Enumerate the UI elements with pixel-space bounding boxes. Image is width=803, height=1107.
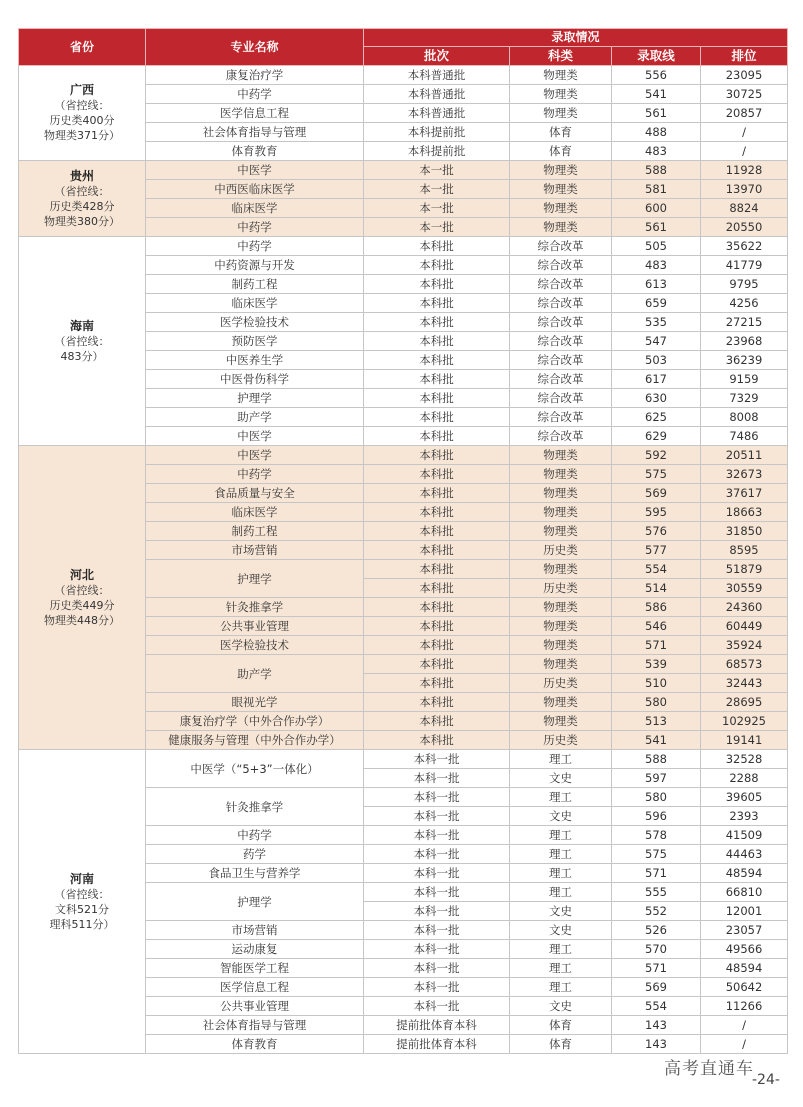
province-cell [19, 161, 146, 237]
major-cell: 体育教育 [146, 142, 364, 161]
major-cell: 护理学 [146, 883, 364, 921]
rank-cell: 4256 [701, 294, 788, 313]
rank-cell: 23057 [701, 921, 788, 940]
score-cell: 546 [612, 617, 701, 636]
table-row [19, 161, 788, 180]
major-cell: 助产学 [146, 408, 364, 427]
score-cell: 630 [612, 389, 701, 408]
batch-cell: 本科批 [364, 465, 510, 484]
rank-cell: 60449 [701, 617, 788, 636]
batch-cell: 本科一批 [364, 921, 510, 940]
batch-cell: 本科批 [364, 256, 510, 275]
batch-cell: 本一批 [364, 199, 510, 218]
major-cell: 健康服务与管理（中外合作办学） [146, 731, 364, 750]
header-major: 专业名称 [146, 29, 364, 66]
rank-cell: 102925 [701, 712, 788, 731]
score-cell: 561 [612, 218, 701, 237]
province-control-line: 理科511分） [49, 917, 115, 931]
major-cell: 中医养生学 [146, 351, 364, 370]
score-cell: 514 [612, 579, 701, 598]
category-cell: 体育 [510, 1016, 612, 1035]
category-cell: 物理类 [510, 66, 612, 85]
province-cell [19, 66, 146, 161]
batch-cell: 本一批 [364, 161, 510, 180]
batch-cell: 本科批 [364, 693, 510, 712]
score-cell: 659 [612, 294, 701, 313]
category-cell: 物理类 [510, 484, 612, 503]
batch-cell: 本科批 [364, 655, 510, 674]
category-cell: 理工 [510, 826, 612, 845]
province-control-line: 483分） [60, 349, 104, 363]
score-cell: 488 [612, 123, 701, 142]
category-cell: 历史类 [510, 541, 612, 560]
header-rank: 排位 [701, 47, 788, 66]
score-cell: 586 [612, 598, 701, 617]
major-cell: 中药学 [146, 218, 364, 237]
score-cell: 510 [612, 674, 701, 693]
batch-cell: 本一批 [364, 180, 510, 199]
major-cell: 康复治疗学（中外合作办学） [146, 712, 364, 731]
major-cell: 中医骨伤科学 [146, 370, 364, 389]
score-cell: 580 [612, 693, 701, 712]
major-cell: 针灸推拿学 [146, 788, 364, 826]
batch-cell: 本科批 [364, 674, 510, 693]
batch-cell: 本科批 [364, 275, 510, 294]
category-cell: 综合改革 [510, 237, 612, 256]
rank-cell: 12001 [701, 902, 788, 921]
score-cell: 588 [612, 750, 701, 769]
province-control-line: （省控线： [54, 583, 110, 597]
category-cell: 物理类 [510, 522, 612, 541]
category-cell: 物理类 [510, 712, 612, 731]
major-cell: 智能医学工程 [146, 959, 364, 978]
province-name: 河南 [69, 871, 94, 886]
category-cell: 文史 [510, 997, 612, 1016]
batch-cell: 本科一批 [364, 750, 510, 769]
batch-cell: 本科批 [364, 446, 510, 465]
category-cell: 物理类 [510, 180, 612, 199]
brand-watermark: 高考直通车 [664, 1059, 754, 1079]
score-cell: 552 [612, 902, 701, 921]
rank-cell: 39605 [701, 788, 788, 807]
province-control-line: （省控线： [54, 887, 110, 901]
rank-cell: 2393 [701, 807, 788, 826]
batch-cell: 本科一批 [364, 997, 510, 1016]
batch-cell: 本科批 [364, 503, 510, 522]
major-cell: 临床医学 [146, 503, 364, 522]
major-cell: 针灸推拿学 [146, 598, 364, 617]
score-cell: 143 [612, 1035, 701, 1054]
major-cell: 食品质量与安全 [146, 484, 364, 503]
rank-cell: 41779 [701, 256, 788, 275]
score-cell: 600 [612, 199, 701, 218]
rank-cell: 31850 [701, 522, 788, 541]
score-cell: 547 [612, 332, 701, 351]
rank-cell: 27215 [701, 313, 788, 332]
rank-cell: 51879 [701, 560, 788, 579]
category-cell: 综合改革 [510, 256, 612, 275]
score-cell: 629 [612, 427, 701, 446]
category-cell: 理工 [510, 788, 612, 807]
rank-cell: 9795 [701, 275, 788, 294]
score-cell: 483 [612, 142, 701, 161]
table-row [19, 750, 788, 769]
rank-cell: 32528 [701, 750, 788, 769]
category-cell: 综合改革 [510, 427, 612, 446]
category-cell: 体育 [510, 1035, 612, 1054]
province-name: 河北 [69, 567, 94, 582]
score-cell: 597 [612, 769, 701, 788]
score-cell: 570 [612, 940, 701, 959]
province-control-line: 物理类380分） [44, 214, 120, 228]
rank-cell: 20857 [701, 104, 788, 123]
major-cell: 中医学 [146, 161, 364, 180]
score-cell: 554 [612, 560, 701, 579]
rank-cell: 11928 [701, 161, 788, 180]
category-cell: 文史 [510, 902, 612, 921]
rank-cell: 8008 [701, 408, 788, 427]
score-cell: 535 [612, 313, 701, 332]
score-cell: 526 [612, 921, 701, 940]
score-cell: 143 [612, 1016, 701, 1035]
category-cell: 物理类 [510, 560, 612, 579]
score-cell: 541 [612, 731, 701, 750]
province-control-line: 文科521分 [55, 902, 109, 916]
category-cell: 综合改革 [510, 370, 612, 389]
rank-cell: 20511 [701, 446, 788, 465]
batch-cell: 本科普通批 [364, 66, 510, 85]
rank-cell: 20550 [701, 218, 788, 237]
province-control-line: （省控线： [54, 184, 110, 198]
batch-cell: 本科批 [364, 351, 510, 370]
batch-cell: 本科一批 [364, 826, 510, 845]
category-cell: 物理类 [510, 104, 612, 123]
score-cell: 571 [612, 636, 701, 655]
batch-cell: 提前批体育本科 [364, 1016, 510, 1035]
category-cell: 理工 [510, 978, 612, 997]
major-cell: 助产学 [146, 655, 364, 693]
category-cell: 历史类 [510, 579, 612, 598]
score-cell: 625 [612, 408, 701, 427]
major-cell: 中药学 [146, 465, 364, 484]
batch-cell: 本科批 [364, 541, 510, 560]
major-cell: 医学检验技术 [146, 313, 364, 332]
province-control-line: 历史类428分 [49, 199, 115, 213]
batch-cell: 本科一批 [364, 845, 510, 864]
category-cell: 物理类 [510, 161, 612, 180]
batch-cell: 本科批 [364, 731, 510, 750]
rank-cell: 50642 [701, 978, 788, 997]
category-cell: 物理类 [510, 598, 612, 617]
major-cell: 社会体育指导与管理 [146, 123, 364, 142]
category-cell: 物理类 [510, 503, 612, 522]
province-control-line: （省控线： [54, 334, 110, 348]
batch-cell: 本科普通批 [364, 85, 510, 104]
province-cell [19, 750, 146, 1054]
score-cell: 577 [612, 541, 701, 560]
batch-cell: 本科批 [364, 522, 510, 541]
category-cell: 理工 [510, 959, 612, 978]
major-cell: 医学信息工程 [146, 104, 364, 123]
rank-cell: 35924 [701, 636, 788, 655]
category-cell: 综合改革 [510, 351, 612, 370]
category-cell: 理工 [510, 883, 612, 902]
score-cell: 555 [612, 883, 701, 902]
rank-cell: / [701, 1035, 788, 1054]
category-cell: 物理类 [510, 465, 612, 484]
rank-cell: 30559 [701, 579, 788, 598]
major-cell: 制药工程 [146, 275, 364, 294]
major-cell: 社会体育指导与管理 [146, 1016, 364, 1035]
rank-cell: 49566 [701, 940, 788, 959]
batch-cell: 本科一批 [364, 902, 510, 921]
category-cell: 理工 [510, 940, 612, 959]
major-cell: 预防医学 [146, 332, 364, 351]
category-cell: 综合改革 [510, 389, 612, 408]
major-cell: 体育教育 [146, 1035, 364, 1054]
batch-cell: 本科批 [364, 427, 510, 446]
category-cell: 文史 [510, 807, 612, 826]
admission-table [18, 28, 788, 1054]
major-cell: 中医学 [146, 446, 364, 465]
major-cell: 眼视光学 [146, 693, 364, 712]
score-cell: 596 [612, 807, 701, 826]
category-cell: 综合改革 [510, 313, 612, 332]
category-cell: 体育 [510, 142, 612, 161]
major-cell: 中药学 [146, 826, 364, 845]
category-cell: 历史类 [510, 731, 612, 750]
rank-cell: 7486 [701, 427, 788, 446]
major-cell: 医学信息工程 [146, 978, 364, 997]
province-name: 贵州 [69, 168, 94, 183]
rank-cell: 32673 [701, 465, 788, 484]
score-cell: 539 [612, 655, 701, 674]
major-cell: 中医学（“5+3”一体化） [146, 750, 364, 788]
batch-cell: 本科批 [364, 389, 510, 408]
score-cell: 561 [612, 104, 701, 123]
category-cell: 物理类 [510, 199, 612, 218]
rank-cell: 44463 [701, 845, 788, 864]
category-cell: 物理类 [510, 218, 612, 237]
province-name: 广西 [69, 83, 94, 97]
batch-cell: 本科批 [364, 294, 510, 313]
category-cell: 物理类 [510, 446, 612, 465]
batch-cell: 本科批 [364, 598, 510, 617]
batch-cell: 本科批 [364, 370, 510, 389]
score-cell: 575 [612, 845, 701, 864]
category-cell: 物理类 [510, 655, 612, 674]
category-cell: 综合改革 [510, 408, 612, 427]
score-cell: 617 [612, 370, 701, 389]
score-cell: 578 [612, 826, 701, 845]
major-cell: 临床医学 [146, 294, 364, 313]
category-cell: 历史类 [510, 674, 612, 693]
batch-cell: 本科批 [364, 313, 510, 332]
province-cell [19, 237, 146, 446]
major-cell: 中药学 [146, 85, 364, 104]
major-cell: 市场营销 [146, 541, 364, 560]
score-cell: 575 [612, 465, 701, 484]
province-control-line: （省控线： [54, 99, 110, 112]
header-province: 省份 [19, 29, 146, 66]
rank-cell: 8824 [701, 199, 788, 218]
rank-cell: 48594 [701, 864, 788, 883]
major-cell: 护理学 [146, 389, 364, 408]
major-cell: 临床医学 [146, 199, 364, 218]
batch-cell: 本科一批 [364, 940, 510, 959]
score-cell: 569 [612, 484, 701, 503]
rank-cell: 36239 [701, 351, 788, 370]
batch-cell: 本科批 [364, 636, 510, 655]
batch-cell: 本科提前批 [364, 142, 510, 161]
batch-cell: 本科一批 [364, 864, 510, 883]
category-cell: 综合改革 [510, 275, 612, 294]
province-control-line: 物理类448分） [44, 613, 120, 627]
batch-cell: 本科批 [364, 332, 510, 351]
major-cell: 中医学 [146, 427, 364, 446]
rank-cell: 28695 [701, 693, 788, 712]
major-cell: 公共事业管理 [146, 617, 364, 636]
rank-cell: 19141 [701, 731, 788, 750]
rank-cell: 13970 [701, 180, 788, 199]
batch-cell: 本科提前批 [364, 123, 510, 142]
rank-cell: 32443 [701, 674, 788, 693]
batch-cell: 本科批 [364, 408, 510, 427]
category-cell: 理工 [510, 750, 612, 769]
header-score: 录取线 [612, 47, 701, 66]
score-cell: 541 [612, 85, 701, 104]
category-cell: 理工 [510, 864, 612, 883]
score-cell: 581 [612, 180, 701, 199]
category-cell: 体育 [510, 123, 612, 142]
province-control-line: 历史类400分 [49, 114, 115, 127]
major-cell: 公共事业管理 [146, 997, 364, 1016]
batch-cell: 本科批 [364, 617, 510, 636]
rank-cell: 11266 [701, 997, 788, 1016]
rank-cell: 68573 [701, 655, 788, 674]
score-cell: 483 [612, 256, 701, 275]
table-header [19, 29, 788, 66]
header-category: 科类 [510, 47, 612, 66]
major-cell: 食品卫生与营养学 [146, 864, 364, 883]
category-cell: 物理类 [510, 617, 612, 636]
batch-cell: 本科一批 [364, 959, 510, 978]
category-cell: 文史 [510, 921, 612, 940]
batch-cell: 本科批 [364, 560, 510, 579]
batch-cell: 本科批 [364, 237, 510, 256]
major-cell: 中西医临床医学 [146, 180, 364, 199]
batch-cell: 本科批 [364, 484, 510, 503]
header-admission: 录取情况 [364, 29, 788, 47]
major-cell: 中药学 [146, 237, 364, 256]
major-cell: 运动康复 [146, 940, 364, 959]
rank-cell: 7329 [701, 389, 788, 408]
rank-cell: 30725 [701, 85, 788, 104]
province-control-line: 物理类371分） [44, 129, 120, 142]
table-body [19, 66, 788, 1054]
score-cell: 588 [612, 161, 701, 180]
score-cell: 613 [612, 275, 701, 294]
major-cell: 市场营销 [146, 921, 364, 940]
rank-cell: 23968 [701, 332, 788, 351]
rank-cell: / [701, 1016, 788, 1035]
score-cell: 556 [612, 66, 701, 85]
batch-cell: 本科一批 [364, 978, 510, 997]
page-number: -24- [752, 1072, 780, 1088]
score-cell: 505 [612, 237, 701, 256]
major-cell: 制药工程 [146, 522, 364, 541]
score-cell: 513 [612, 712, 701, 731]
score-cell: 503 [612, 351, 701, 370]
category-cell: 综合改革 [510, 332, 612, 351]
score-cell: 571 [612, 864, 701, 883]
rank-cell: 18663 [701, 503, 788, 522]
table-row [19, 446, 788, 465]
score-cell: 580 [612, 788, 701, 807]
rank-cell: 35622 [701, 237, 788, 256]
batch-cell: 本科普通批 [364, 104, 510, 123]
rank-cell: 66810 [701, 883, 788, 902]
table-row [19, 237, 788, 256]
major-cell: 药学 [146, 845, 364, 864]
category-cell: 物理类 [510, 636, 612, 655]
header-batch: 批次 [364, 47, 510, 66]
major-cell: 中药资源与开发 [146, 256, 364, 275]
category-cell: 文史 [510, 769, 612, 788]
score-cell: 554 [612, 997, 701, 1016]
province-name: 海南 [69, 318, 94, 333]
batch-cell: 本科一批 [364, 883, 510, 902]
score-cell: 592 [612, 446, 701, 465]
rank-cell: / [701, 123, 788, 142]
rank-cell: 8595 [701, 541, 788, 560]
rank-cell: 2288 [701, 769, 788, 788]
rank-cell: / [701, 142, 788, 161]
batch-cell: 本科一批 [364, 788, 510, 807]
score-cell: 571 [612, 959, 701, 978]
category-cell: 综合改革 [510, 294, 612, 313]
major-cell: 医学检验技术 [146, 636, 364, 655]
rank-cell: 24360 [701, 598, 788, 617]
table-row [19, 66, 788, 85]
batch-cell: 本科批 [364, 712, 510, 731]
batch-cell: 本科一批 [364, 769, 510, 788]
category-cell: 物理类 [510, 85, 612, 104]
batch-cell: 本科批 [364, 579, 510, 598]
rank-cell: 9159 [701, 370, 788, 389]
batch-cell: 提前批体育本科 [364, 1035, 510, 1054]
province-control-line: 历史类449分 [49, 598, 115, 612]
category-cell: 物理类 [510, 693, 612, 712]
batch-cell: 本科一批 [364, 807, 510, 826]
category-cell: 理工 [510, 845, 612, 864]
major-cell: 康复治疗学 [146, 66, 364, 85]
major-cell: 护理学 [146, 560, 364, 598]
rank-cell: 48594 [701, 959, 788, 978]
province-cell [19, 446, 146, 750]
batch-cell: 本一批 [364, 218, 510, 237]
rank-cell: 23095 [701, 66, 788, 85]
rank-cell: 37617 [701, 484, 788, 503]
score-cell: 576 [612, 522, 701, 541]
score-cell: 595 [612, 503, 701, 522]
score-cell: 569 [612, 978, 701, 997]
rank-cell: 41509 [701, 826, 788, 845]
